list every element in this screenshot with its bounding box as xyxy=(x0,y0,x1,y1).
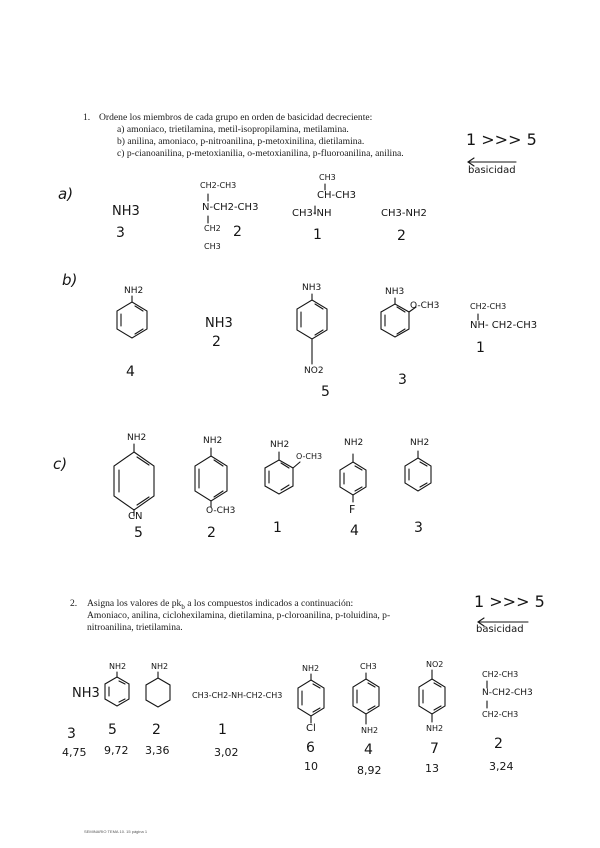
c2-och3: O-CH3 xyxy=(206,506,236,516)
q2-legend-arrow xyxy=(478,618,528,626)
a3-rank: 1 xyxy=(313,227,322,243)
b5-top: CH2-CH3 xyxy=(470,302,507,311)
c3-nh2: NH2 xyxy=(270,440,290,450)
q2-number: 2. xyxy=(70,598,78,609)
q2-c7-rank: 7 xyxy=(430,741,439,757)
q2-c4-rank: 1 xyxy=(218,722,227,738)
b5-formula: NH- CH2-CH3 xyxy=(470,320,538,331)
ring-c4 xyxy=(340,454,366,502)
q2-c8-rank: 2 xyxy=(494,736,503,752)
q2-c1-formula: NH3 xyxy=(72,686,100,701)
c1-rank: 5 xyxy=(134,525,143,541)
b2-rank: 2 xyxy=(212,334,221,350)
b3-no2: NO2 xyxy=(304,366,324,376)
q2-prompt-line-2: Amoniaco, anilina, ciclohexilamina, dietilamina, p-cloroanilina, p-toluidina, p- xyxy=(87,610,391,621)
q2-c3-nh2: NH2 xyxy=(151,662,169,671)
a2-branch-bottom-1: CH2 xyxy=(204,224,221,233)
q1-item-b: b) anilina, amoniaco, p-nitroanilina, p-metoxinilina, dietilamina. xyxy=(117,136,365,147)
b2-formula: NH3 xyxy=(205,316,233,331)
q2-c5-pkb: 10 xyxy=(304,760,318,773)
c4-rank: 4 xyxy=(350,523,359,539)
ring-q2-cyclohexyl xyxy=(146,672,170,707)
q1-legend-arrow xyxy=(468,158,516,166)
ring-c2 xyxy=(195,448,227,507)
b4-och3: O-CH3 xyxy=(410,301,440,311)
q2-c7-pkb: 13 xyxy=(425,762,439,775)
q2-c7-no2: NO2 xyxy=(426,660,444,669)
b4-rank: 3 xyxy=(398,372,407,388)
ring-q2-nitro xyxy=(419,670,445,722)
c3-rank: 1 xyxy=(273,520,282,536)
part-c-label: c) xyxy=(53,455,68,473)
ring-c1 xyxy=(114,444,154,516)
q2-c5-cl: Cl xyxy=(306,723,316,734)
c2-nh2: NH2 xyxy=(203,436,223,446)
q1-item-c: c) p-cianoanilina, p-metoxianilia, o-metoxianilina, p-fluoroanilina, anilina. xyxy=(117,148,404,159)
q2-c3-pkb: 3,36 xyxy=(145,744,170,757)
c5-rank: 3 xyxy=(414,520,423,536)
a4-formula: CH3-NH2 xyxy=(381,208,427,219)
q2-c6-pkb: 8,92 xyxy=(357,764,382,777)
a4-rank: 2 xyxy=(397,228,406,244)
q1-legend-label: basicidad xyxy=(468,165,516,176)
a3-branch-2: CH-CH3 xyxy=(317,190,356,201)
q2-prompt-a: Asigna los valores de pk xyxy=(87,598,182,609)
c4-nh2: NH2 xyxy=(344,438,364,448)
a1-formula: NH3 xyxy=(112,204,140,219)
ring-b3 xyxy=(297,294,327,364)
q2-c5-nh2: NH2 xyxy=(302,664,320,673)
q1-number: 1. xyxy=(83,112,91,123)
q2-c2-nh2: NH2 xyxy=(109,662,127,671)
part-b-label: b) xyxy=(62,271,78,289)
a2-formula: N-CH2-CH3 xyxy=(202,202,259,213)
q2-c1-pkb: 4,75 xyxy=(62,746,87,759)
c1-cn: CN xyxy=(128,511,143,522)
c2-rank: 2 xyxy=(207,525,216,541)
q2-c2-pkb: 9,72 xyxy=(104,744,129,757)
q2-c2-rank: 5 xyxy=(108,722,117,738)
b3-rank: 5 xyxy=(321,384,330,400)
q2-c6-ch3: CH3 xyxy=(360,662,377,671)
q2-c6-nh2: NH2 xyxy=(361,726,379,735)
page-footer: SEMINARIO TEMA 10. 15 página 1 xyxy=(84,829,148,834)
part-a-label: a) xyxy=(58,185,74,203)
q2-c4-formula: CH3-CH2-NH-CH2-CH3 xyxy=(192,691,283,700)
q2-c4-pkb: 3,02 xyxy=(214,746,239,759)
b1-nh2: NH2 xyxy=(124,286,144,296)
q2-c6-rank: 4 xyxy=(364,742,373,758)
ring-b1 xyxy=(117,296,147,338)
q2-c8-pkb: 3,24 xyxy=(489,760,514,773)
ring-q2-toluidine xyxy=(353,673,379,724)
q2-c8-top: CH2-CH3 xyxy=(482,670,519,679)
q2-prompt-line-3: nitroanilina, trietilamina. xyxy=(87,622,183,633)
a3-branch-1: CH3 xyxy=(319,173,336,182)
q2-prompt-b: a los compuestos indicados a continuación: xyxy=(184,598,354,609)
q1-item-a: a) amoniaco, trietilamina, metil-isopropilamina, metilamina. xyxy=(117,124,349,135)
q1-prompt: Ordene los miembros de cada grupo en orden de basicidad decreciente: xyxy=(99,112,373,123)
q2-legend-label: basicidad xyxy=(476,624,524,635)
b1-rank: 4 xyxy=(126,364,135,380)
a2-branch-bottom-2: CH3 xyxy=(204,242,221,251)
c3-och3: O-CH3 xyxy=(296,452,323,461)
c5-nh2: NH2 xyxy=(410,438,430,448)
q2-c1-rank: 3 xyxy=(67,726,76,742)
ring-c5 xyxy=(405,451,431,491)
a2-branch-top: CH2-CH3 xyxy=(200,181,237,190)
c4-f: F xyxy=(349,503,356,516)
ring-c3 xyxy=(265,452,300,494)
b4-nh3: NH3 xyxy=(385,287,405,297)
b5-rank: 1 xyxy=(476,340,485,356)
a2-rank: 2 xyxy=(233,224,242,240)
b3-nh3: NH3 xyxy=(302,283,322,293)
q2-prompt-sub: b xyxy=(181,602,185,611)
ring-q2-aniline xyxy=(105,672,129,706)
q2-legend-order: 1 >>> 5 xyxy=(474,592,545,611)
q2-c8-formula: N-CH2-CH3 xyxy=(482,688,533,698)
q2-c3-rank: 2 xyxy=(152,722,161,738)
q2-c5-rank: 6 xyxy=(306,740,315,756)
c1-nh2: NH2 xyxy=(127,433,147,443)
ring-q2-chloro xyxy=(298,674,324,723)
a3-formula: CH3-NH xyxy=(292,208,332,219)
q2-c7-nh2: NH2 xyxy=(426,724,444,733)
a1-rank: 3 xyxy=(116,225,125,241)
q1-legend-order: 1 >>> 5 xyxy=(466,130,537,149)
q2-c8-bottom: CH2-CH3 xyxy=(482,710,519,719)
